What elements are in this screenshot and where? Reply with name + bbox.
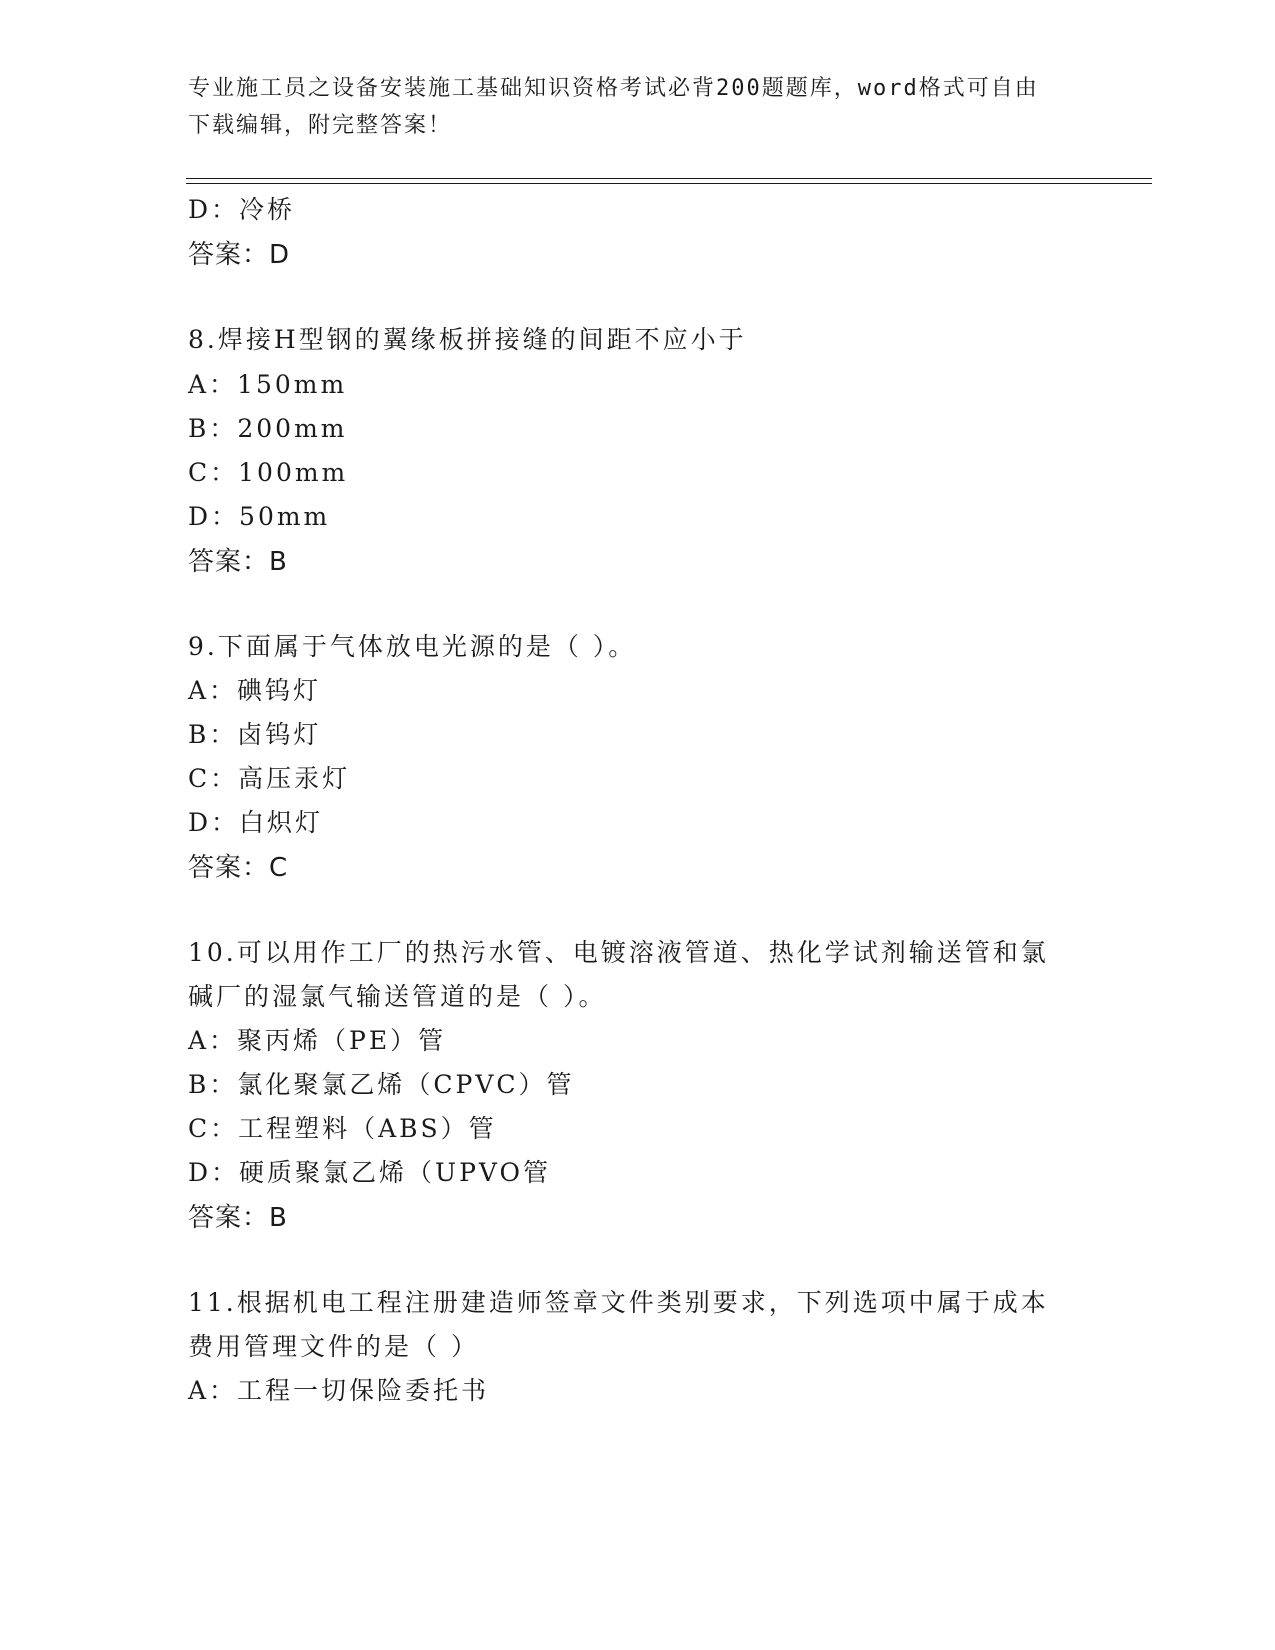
document-header xyxy=(188,70,1068,144)
q11-question-line-2: 费用管理文件的是（ ） xyxy=(188,1332,479,1361)
q10-answer: 答案：B xyxy=(188,1203,288,1233)
prev-answer: 答案：D xyxy=(188,240,291,270)
q9-option-b: B：卤钨灯 xyxy=(188,720,322,749)
q9-answer: 答案：C xyxy=(188,853,289,883)
q8-option-c: C：100mm xyxy=(188,458,349,487)
q10-question-line-1: 10.可以用作工厂的热污水管、电镀溶液管道、热化学试剂输送管和氯 xyxy=(188,938,1049,967)
q8-option-d: D：50mm xyxy=(188,502,331,531)
header-line-2: 下载编辑，附完整答案！ xyxy=(188,113,453,138)
q8-question: 8.焊接H型钢的翼缘板拼接缝的间距不应小于 xyxy=(188,325,747,354)
q9-option-d: D：白炽灯 xyxy=(188,808,324,837)
q8-option-a: A：150mm xyxy=(188,370,348,399)
q9-option-a: A：碘钨灯 xyxy=(188,676,322,705)
q10-option-b: B：氯化聚氯乙烯（CPVC）管 xyxy=(188,1070,575,1099)
q8-option-b: B：200mm xyxy=(188,414,348,443)
q9-question: 9.下面属于气体放电光源的是（ ）。 xyxy=(188,632,637,661)
q9-option-c: C：高压汞灯 xyxy=(188,764,351,793)
header-divider-bottom xyxy=(186,183,1152,184)
q10-option-d: D：硬质聚氯乙烯（UPVO管 xyxy=(188,1158,552,1187)
q11-option-a: A：工程一切保险委托书 xyxy=(188,1376,490,1405)
prev-option-d: D：冷桥 xyxy=(188,195,296,224)
q10-question-line-2: 碱厂的湿氯气输送管道的是（ ）。 xyxy=(188,982,607,1011)
q8-answer: 答案：B xyxy=(188,547,288,577)
q10-option-a: A：聚丙烯（PE）管 xyxy=(188,1026,447,1055)
q10-option-c: C：工程塑料（ABS）管 xyxy=(188,1114,497,1143)
q11-question-line-1: 11.根据机电工程注册建造师签章文件类别要求，下列选项中属于成本 xyxy=(188,1288,1049,1317)
header-divider-top xyxy=(186,178,1152,179)
header-line-1: 专业施工员之设备安装施工基础知识资格考试必背200题题库，word格式可自由 xyxy=(188,76,1039,101)
